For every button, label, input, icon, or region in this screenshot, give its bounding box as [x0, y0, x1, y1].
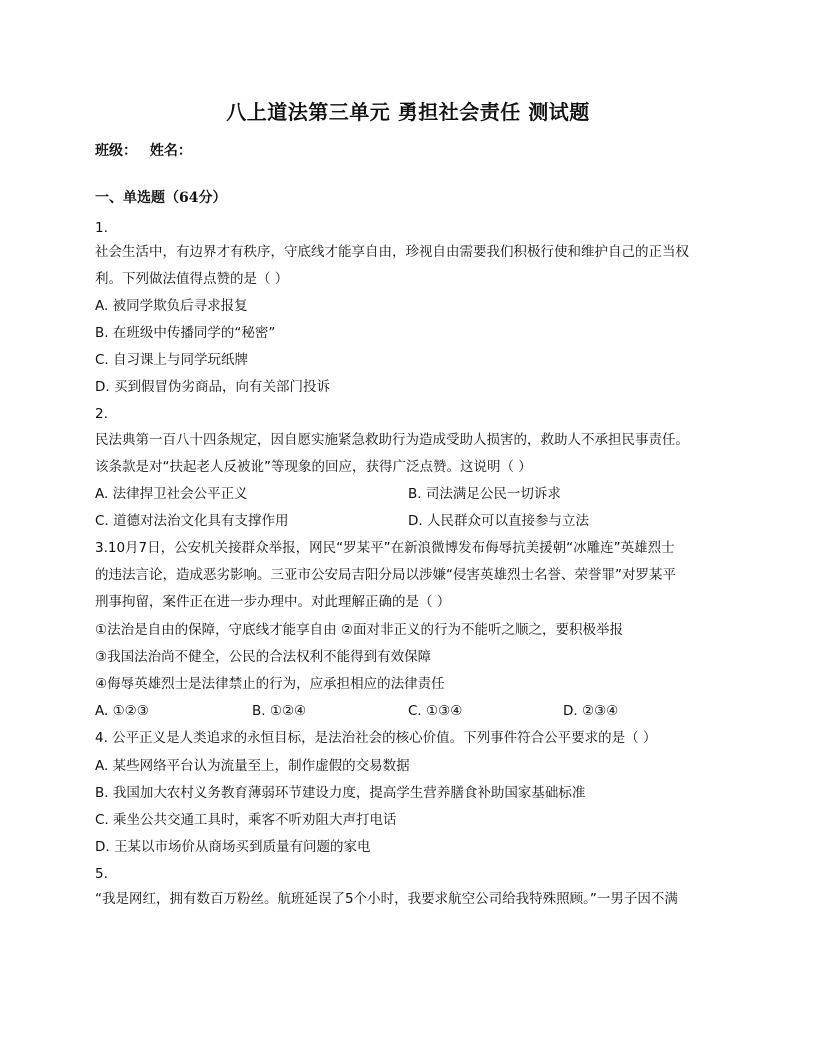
statement-line: ④侮辱英雄烈士是法律禁止的行为，应承担相应的法律责任	[95, 676, 445, 692]
option-d: D. 王某以市场价从商场买到质量有问题的家电	[95, 839, 371, 855]
question-stem-line: 4. 公平正义是人类追求的永恒目标，是法治社会的核心价值。下列事件符合公平要求的是（ ）	[95, 730, 657, 746]
statement-line: ③我国法治尚不健全，公民的合法权利不能得到有效保障	[95, 649, 432, 665]
question-stem-line: 的违法言论，造成恶劣影响。三亚市公安局吉阳分局以涉嫌“侵害英雄烈士名誉、荣誉罪”对罗某平	[95, 567, 676, 583]
question-stem-line: 该条款是对“扶起老人反被讹”等现象的回应，获得广泛点赞。这说明（ ）	[95, 459, 532, 475]
question-stem-line: 3.10月7日，公安机关接群众举报，网民“罗某平”在新浪微博发布侮辱抗美援朝“冰雕连”英雄烈士	[95, 540, 675, 556]
section-heading: 一、单选题（64分）	[95, 190, 227, 206]
option-c: C. 乘坐公共交通工具时，乘客不听劝阻大声打电话	[95, 812, 397, 828]
option-d: D. 人民群众可以直接参与立法	[408, 513, 589, 529]
option-b: B. ①②④	[252, 703, 307, 719]
option-c: C. 道德对法治文化具有支撑作用	[95, 513, 289, 529]
option-a: A. ①②③	[95, 703, 149, 719]
option-a: A. 被同学欺负后寻求报复	[95, 298, 248, 314]
option-d: D. ②③④	[563, 703, 619, 719]
option-b: B. 司法满足公民一切诉求	[408, 486, 561, 502]
question-number: 5.	[95, 866, 108, 882]
option-a: A. 某些网络平台认为流量至上，制作虚假的交易数据	[95, 758, 410, 774]
question-number: 1.	[95, 220, 108, 236]
name-label: 姓名：	[149, 143, 192, 159]
option-b: B. 在班级中传播同学的“秘密”	[95, 325, 276, 341]
class-label: 班级：	[95, 143, 137, 159]
statement-line: ①法治是自由的保障，守底线才能享自由 ②面对非正义的行为不能听之顺之，要积极举报	[95, 622, 623, 638]
page-title: 八上道法第三单元 勇担社会责任 测试题	[226, 100, 590, 124]
question-stem-line: “我是网红，拥有数百万粉丝。航班延误了5个小时，我要求航空公司给我特殊照顾。”一男子因不满	[95, 891, 678, 907]
option-c: C. ①③④	[408, 703, 463, 719]
option-a: A. 法律捍卫社会公平正义	[95, 486, 248, 502]
question-stem-line: 刑事拘留，案件正在进一步办理中。对此理解正确的是（ ）	[95, 594, 451, 610]
question-stem-line: 民法典第一百八十四条规定，因自愿实施紧急救助行为造成受助人损害的，救助人不承担民事责任。	[95, 432, 689, 448]
question-number: 2.	[95, 406, 108, 422]
question-stem-line: 利。下列做法值得点赞的是（ ）	[95, 271, 289, 287]
option-d: D. 买到假冒伪劣商品，向有关部门投诉	[95, 379, 330, 395]
question-stem-line: 社会生活中，有边界才有秩序，守底线才能享自由，珍视自由需要我们积极行使和维护自己的正当权	[95, 244, 689, 260]
option-b: B. 我国加大农村义务教育薄弱环节建设力度，提高学生营养膳食补助国家基础标准	[95, 785, 586, 801]
student-info	[95, 140, 200, 160]
option-c: C. 自习课上与同学玩纸牌	[95, 352, 249, 368]
